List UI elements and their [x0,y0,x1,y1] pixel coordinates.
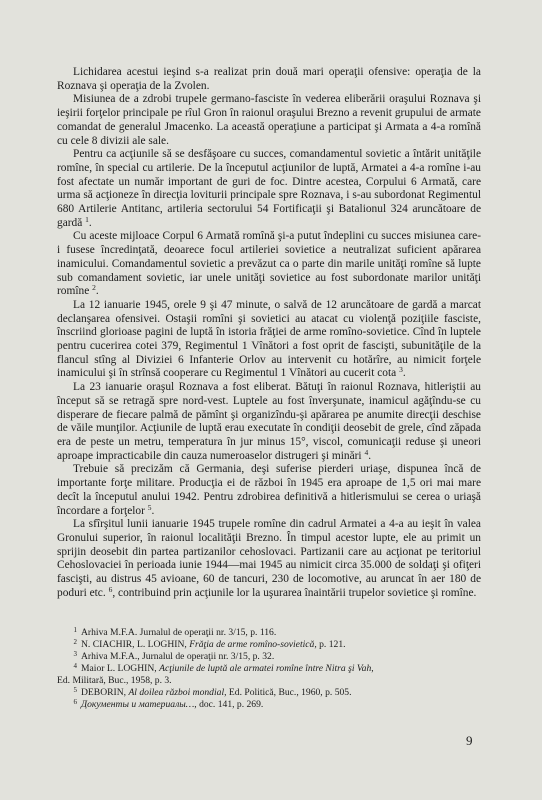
footnote-title: Документы и материалы… [81,699,195,710]
footnote-ref: 4 [364,447,369,457]
body-text [57,66,481,600]
footnote-text: , doc. 141, p. 269. [194,699,264,710]
footnote-title: Frăţia de arme romîno-sovietică [189,639,315,650]
page-number: 9 [466,733,473,748]
footnote-ref: 5 [147,502,152,512]
footnotes [57,627,481,711]
paragraph [57,66,481,93]
paragraph-text: Misiunea de a zdrobi trupele germano-fasciste în vederea eliberării oraşului Roznava şi ieşirii forţelor principale pe rîul Gron în raionul oraşului Brezno a revenit grupului de armate comandat de generalul Jmacenko. La această operaţiune a participat şi Armata a 4-a romînă cu cele 8 divizii ale sale. [57,93,481,147]
footnote-text: , Ed. Politică, Buc., 1960, p. 505. [224,687,352,698]
paragraph-text: Cu aceste mijloace Corpul 6 Armată romînă şi-a putut îndeplini cu succes misiunea care-i fusese încredinţată, deoarece focul artileriei sovietice a neutralizat suficient apărarea inamicului. Comandamentul sovietic a prevăzut ca o parte din marile unităţi romîne să lupte sub comandament sovietic, iar unele unităţi sovietice au fost subordonate marilor unităţi romîne [57,230,481,298]
footnote-text: Maior L. LOGHIN, [81,663,160,674]
footnote: 1 Arhiva M.F.A. Jurnalul de operaţii nr. 3/15, p. 116. [73,626,277,638]
footnote-text: , [371,663,374,674]
paragraph [57,518,481,600]
footnote: 4 Maior L. LOGHIN, Acţiunile de luptă ale armatei romîne între Nitra şi Vah, [73,662,374,674]
footnote-text: , p. 121. [314,639,346,650]
paragraph-text: La sfîrşitul lunii ianuarie 1945 trupele romîne din cadrul Armatei a 4-a au ieşit în valea Gronului superior, în raionul localităţii Brezno. În timpul acestor lupte, ele au primit un sprijin deosebit din partea partizanilor cehoslovaci. Partizanii care au acţionat pe teritoriul Cehoslovaciei în perioada iunie 1944—mai 1945 au nimicit circa 35.000 de soldaţi şi ofiţeri fascişti, au distrus 45 avioane, 60 de tancuri, 230 de locomotive, au aruncat în aer 180 de poduri etc. [57,518,481,599]
footnote-text: Ed. Militară, Buc., 1958, p. 3. [57,675,172,686]
paragraph-text: Trebuie să precizăm că Germania, deşi suferise pierderi uriaşe, dispunea încă de importante forţe militare. Producţia ei de război în 1945 era aproape de 1,5 ori mai mare decît la începutul anului 1942. Pentru zdrobirea definitivă a hitlerismului se cerea o uriaşă încordare a forţelor [57,463,481,517]
paragraph: Pentru ca acţiunile să se desfăşoare cu succes, comandamentul sovietic a întărit unităţile romîne, în special cu artilerie. De la începutul acţiunilor de luptă, Armatei a 4-a romîne i-au fost afectate un număr important de guri de foc. Dintre acestea, Corpului 6 Armată, care urma să acţioneze în direcţia loviturii principale spre Roznava, i s-au subordonat Regimentul 680 Artilerie Antitanc, artileria sectorului 54 Fortificaţii şi Batalionul 324 aruncătoare de gardă $^1$. [57,148,481,229]
footnote: 5 DEBORIN, Al doilea război mondial, Ed. Politică, Buc., 1960, p. 505. [73,686,352,698]
footnote-text: Arhiva M.F.A., Jurnalul de operaţii nr. 3/15, p. 32. [81,651,275,662]
footnote: 3 Arhiva M.F.A., Jurnalul de operaţii nr. 3/15, p. 32. [73,650,275,662]
paragraph-text: , contribuind prin acţiunile lor la uşurarea înaintării trupelor sovietice şi romîne. [112,586,477,599]
paragraph-text: Lichidarea acestui ieşind s-a realizat prin două mari operaţii ofensive: operaţia de la Roznava şi operaţia de la Zvolen. [57,66,481,92]
paragraph: La 12 ianuarie 1945, orele 9 şi 47 minute, o salvă de 12 aruncătoare de gardă a marcat declanşarea ofensivei. Ostaşii romîni şi sovietici au atacat cu violenţă poziţiile fasciste, înscriind glorioase pagini de luptă în istoria frăţiei de arme romîno-sovietice. Cînd în luptele pentru cucerirea cotei 379, Regimentul 1 Vînători a fost oprit de fascişti, subunităţile de la flancul stîng al Diviziei 6 Infanterie Orlov au intervenit cu hotărîre, au nimicit forţele inamicului şi în strînsă cooperare cu Regimentul 1 Vînători au cucerit cota $^3$. [57,298,481,380]
footnote: 2 N. CIACHIR, L. LOGHIN, Frăţia de arme romîno-sovietică, p. 121. [73,638,346,650]
footnote-title: Acţiunile de luptă ale armatei romîne între Nitra şi Vah [159,663,372,674]
footnote-ref: 1 [85,214,89,224]
paragraph [57,93,481,148]
paragraph-text: Pentru ca acţiunile să se desfăşoare cu succes, comandamentul sovietic a întărit unităţile romîne, în special cu artilerie. De la începutul acţiunilor de luptă, Armatei a 4-a romîne i-au fost afectate un număr important de guri de foc. Dintre acestea, Corpului 6 Armată, care urma să acţioneze în direcţia loviturii principale spre Roznava, i s-au subordonat Regimentul 680 Artilerie Antitanc, artileria sectorului 54 Fortificaţii şi Batalionul 324 aruncătoare de gardă [57,148,481,229]
footnote-title: Al doilea război mondial [128,687,225,698]
footnote-text: N. CIACHIR, L. LOGHIN, [81,639,190,650]
footnote: 6 Документы и материалы…, doc. 141, p. 269. [73,698,264,710]
paragraph-text: La 12 ianuarie 1945, orele 9 şi 47 minute, o salvă de 12 aruncătoare de gardă a marcat declanşarea ofensivei. Ostaşii romîni şi sovietici au atacat cu violenţă poziţiile fasciste, înscriind glorioase pagini de luptă în istoria frăţiei de arme romîno-sovietice. Cînd în luptele pentru cucerirea cotei 379, Regimentul 1 Vînători a fost oprit de fascişti, subunităţile de la flancul stîng al Diviziei 6 Infanterie Orlov au intervenit cu hotărîre, au nimicit forţele inamicului şi în strînsă cooperare cu Regimentul 1 Vînători au cucerit cota [57,298,481,380]
paragraph: Cu aceste mijloace Corpul 6 Armată romînă şi-a putut îndeplini cu succes misiunea care-i fusese încredinţată, deoarece focul artileriei sovietice a neutralizat suficient apărarea inamicului. Comandamentul sovietic a prevăzut ca o parte din marile unităţi romîne să lupte sub comandament sovietic, iar unele unităţi sovietice au fost subordonate marilor unităţi romîne $^2$. [57,230,481,298]
paragraph-text: La 23 ianuarie oraşul Roznava a fost eliberat. Bătuţi în raionul Roznava, hitleriştii au început să se retragă spre nord-vest. Luptele au fost înverşunate, inamicul agăţîndu-se cu disperare de fiecare palmă de pămînt şi organizîndu-şi apărarea pe anumite direcţii deschise de văile munţilor. Acţiunile de luptă erau executate în condiţii deosebit de grele, cînd zăpada era de peste un metru, temperatura în jur minus 15°, viscol, comunicaţii reduse şi uneori aproape impracticabile din cauza numeroaselor distrugeri şi minări [57,381,481,462]
footnote-ref: 2 [92,283,96,293]
footnote-ref: 6 [108,584,113,594]
footnote-ref: 3 [399,365,403,375]
footnote-continuation [57,675,481,687]
paragraph: Trebuie să precizăm că Germania, deşi suferise pierderi uriaşe, dispunea încă de importante forţe militare. Producţia ei de război în 1945 era aproape de 1,5 ori mai mare decît la începutul anului 1942. Pentru zdrobirea definitivă a hitlerismului se cerea o uriaşă încordare a forţelor $^5$. [57,463,481,517]
footnote-text: Arhiva M.F.A. Jurnalul de operaţii nr. 3/15, p. 116. [81,627,277,638]
footnote-text: DEBORIN, [81,687,129,698]
paragraph: La 23 ianuarie oraşul Roznava a fost eliberat. Bătuţi în raionul Roznava, hitleriştii au început să se retragă spre nord-vest. Luptele au fost înverşunate, inamicul agăţîndu-se cu disperare de fiecare palmă de pămînt şi organizîndu-şi apărarea pe anumite direcţii deschise de văile munţilor. Acţiunile de luptă erau executate în condiţii deosebit de grele, cînd zăpada era de peste un metru, temperatura în jur minus 15°, viscol, comunicaţii reduse şi uneori aproape impracticabile din cauza numeroaselor distrugeri şi minări $^4$. [57,381,481,462]
